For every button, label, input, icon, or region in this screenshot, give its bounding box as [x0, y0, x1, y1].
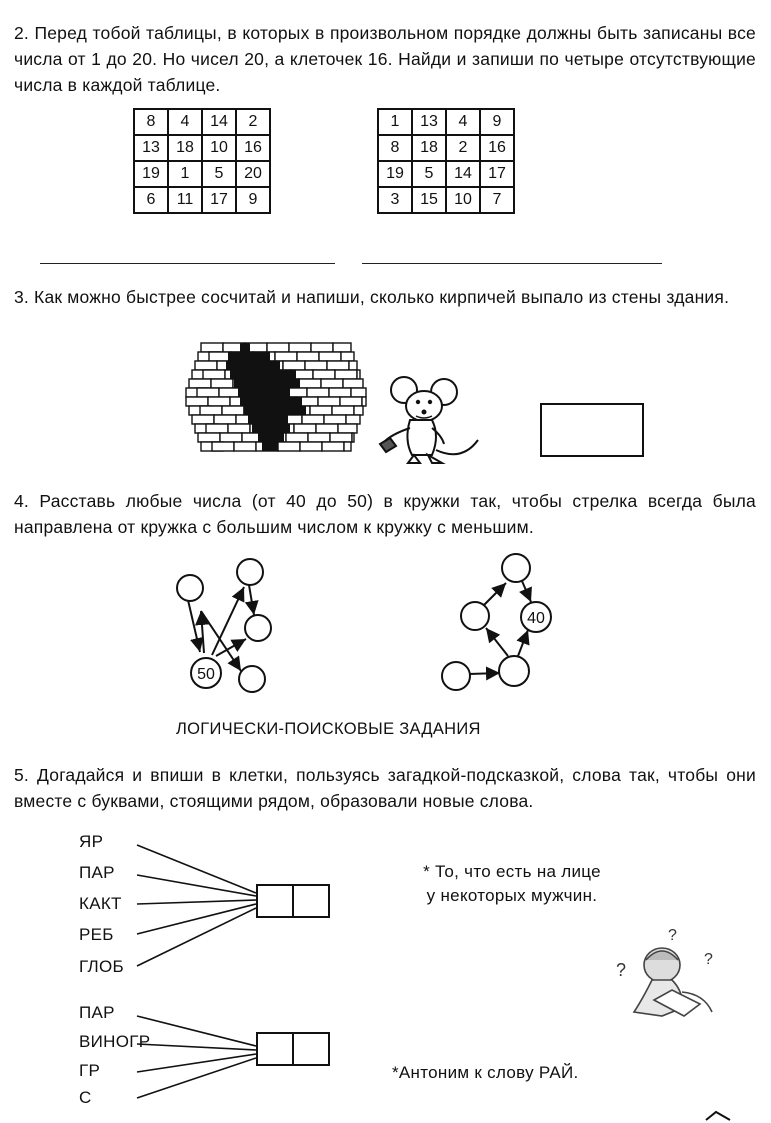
answer-cell[interactable] [258, 886, 292, 916]
table-cell: 14 [446, 161, 480, 187]
group2-word-4: С [79, 1088, 92, 1107]
table-cell: 8 [134, 109, 168, 135]
table-cell: 5 [202, 161, 236, 187]
table-cell: 1 [168, 161, 202, 187]
table-cell: 17 [202, 187, 236, 213]
group1-word-4: РЕБ [79, 925, 114, 944]
task-5-text: 5. Догадайся и впиши в клетки, пользуясь загадкой-подсказкой, слова так, чтобы они вместе с буквами, стоящими рядом, образовали новые слова. [14, 765, 756, 811]
table-cell: 20 [236, 161, 270, 187]
corner-mark [704, 1110, 734, 1122]
table-cell: 8 [378, 135, 412, 161]
table-cell: 16 [236, 135, 270, 161]
table-cell: 6 [134, 187, 168, 213]
table-cell: 9 [480, 109, 514, 135]
table-cell: 15 [412, 187, 446, 213]
table-cell: 16 [480, 135, 514, 161]
table-cell: 18 [168, 135, 202, 161]
table-cell: 2 [236, 109, 270, 135]
group1-hint-line2: у некоторых мужчин. [426, 886, 598, 905]
table-cell: 18 [412, 135, 446, 161]
answer-cell[interactable] [258, 1034, 292, 1064]
table-cell: 19 [378, 161, 412, 187]
table-cell: 19 [134, 161, 168, 187]
table-cell: 10 [446, 187, 480, 213]
girl-reading-illustration [612, 920, 722, 1025]
table-cell: 11 [168, 187, 202, 213]
svg-text:?: ? [616, 960, 627, 980]
answer-cell[interactable] [292, 1034, 328, 1064]
group1-hint-line1: * То, что есть на лице [423, 862, 601, 881]
table-cell: 14 [202, 109, 236, 135]
group1-hint [392, 862, 632, 906]
svg-text:?: ? [668, 927, 677, 944]
table-cell: 10 [202, 135, 236, 161]
svg-text:?: ? [704, 951, 713, 968]
table-cell: 9 [236, 187, 270, 213]
group1-word-2: ПАР [79, 863, 115, 882]
task-3-text: 3. Как можно быстрее сосчитай и напиши, сколько кирпичей выпало из стены здания. [14, 287, 730, 307]
group2-hint: *Антоним к слову РАЙ. [392, 1063, 579, 1082]
table-cell: 3 [378, 187, 412, 213]
table-cell: 4 [446, 109, 480, 135]
answer-cells-group1[interactable] [256, 884, 330, 918]
group1-word-3: КАКТ [79, 894, 122, 913]
group2-word-2: ВИНОГР [79, 1032, 151, 1051]
answer-cells-group2[interactable] [256, 1032, 330, 1066]
table-cell: 4 [168, 109, 202, 135]
left-graph-number: 50 [197, 666, 215, 683]
task-2-text: 2. Перед тобой таблицы, в которых в произвольном порядке должны быть записаны все числа от 1 до 20. Но чисел 20, а клеточек 16. Найди и запиши по четыре отсутствующие числа в каждой таблице. [14, 23, 756, 95]
table-cell: 17 [480, 161, 514, 187]
task-4-text: 4. Расставь любые числа (от 40 до 50) в кружки так, чтобы стрелка всегда была направлена от кружка с большим числом к кружку с меньшим. [14, 491, 756, 537]
table-cell: 2 [446, 135, 480, 161]
table-cell: 1 [378, 109, 412, 135]
table-cell: 13 [134, 135, 168, 161]
group2-word-3: ГР [79, 1061, 101, 1080]
group2-word-1: ПАР [79, 1003, 115, 1022]
section-heading: ЛОГИЧЕСКИ-ПОИСКОВЫЕ ЗАДАНИЯ [176, 720, 481, 738]
table-cell: 5 [412, 161, 446, 187]
answer-cell[interactable] [292, 886, 328, 916]
right-graph-number: 40 [527, 610, 545, 627]
group1-word-1: ЯР [79, 832, 104, 851]
group1-word-5: ГЛОБ [79, 957, 124, 976]
table-cell: 13 [412, 109, 446, 135]
table-cell: 7 [480, 187, 514, 213]
